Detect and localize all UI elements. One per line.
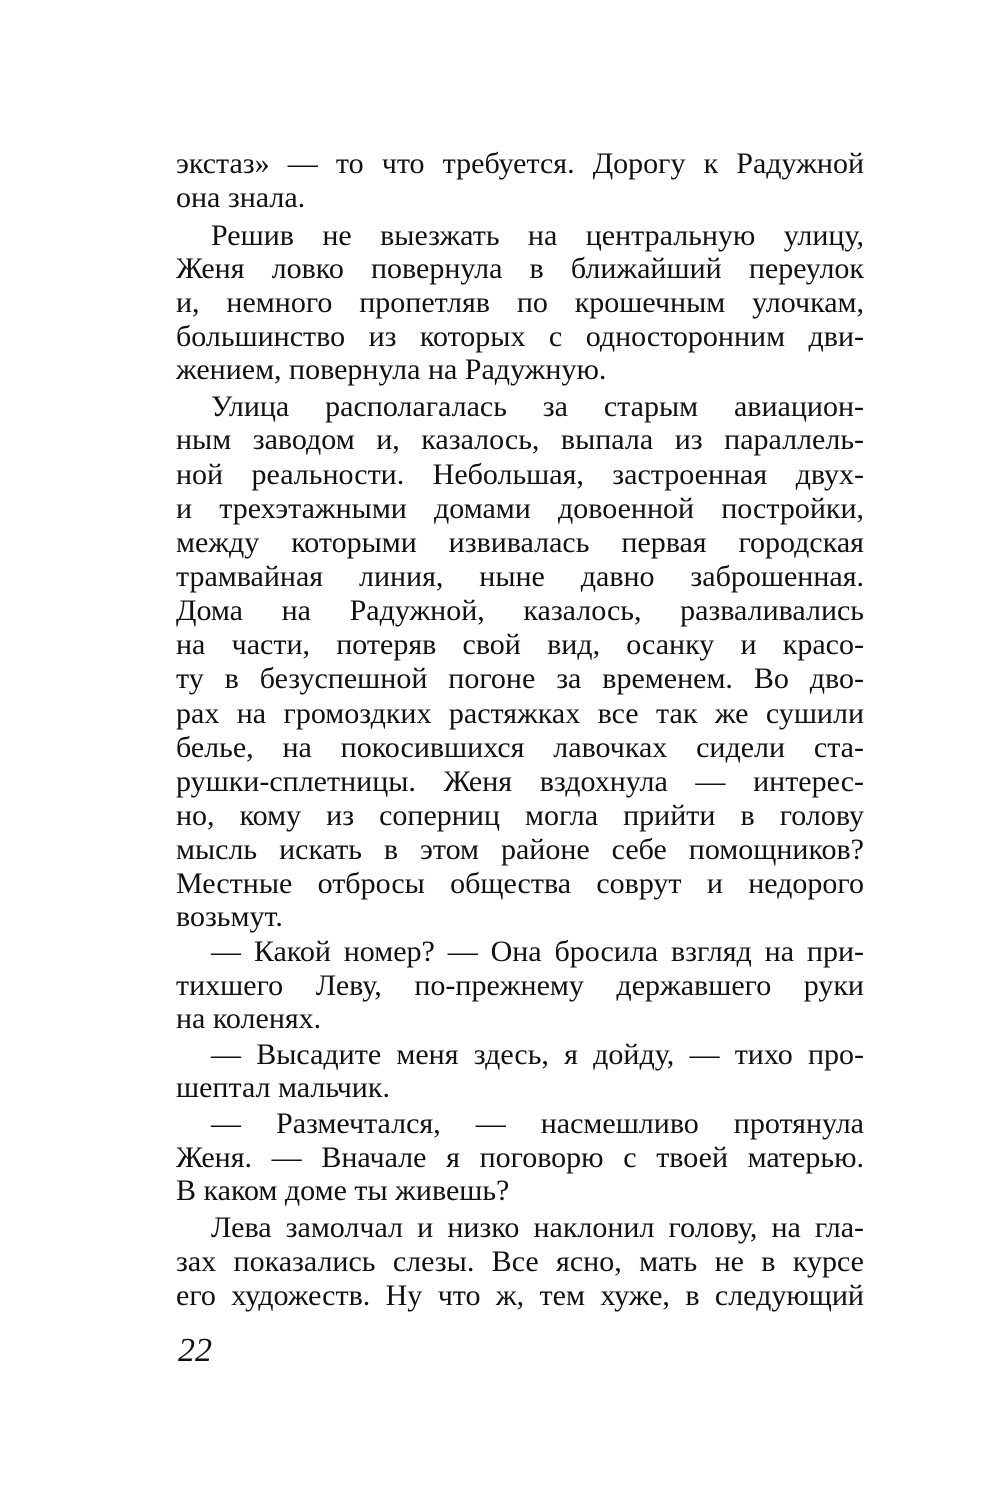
text-line: трамвайная линия, ныне давно заброшенная. xyxy=(176,560,864,593)
text-line: и трехэтажными домами довоенной постройки, xyxy=(176,492,864,525)
text-line: Местные отбросы общества соврут и недорого xyxy=(176,867,864,900)
text-line: она знала. xyxy=(176,181,306,214)
text-line: Дома на Радужной, казалось, разваливались xyxy=(176,594,864,627)
text-line: Женя ловко повернула в ближайший переулок xyxy=(176,252,864,285)
text-line: шептал мальчик. xyxy=(176,1071,390,1104)
text-line: его художеств. Ну что ж, тем хуже, в следующий xyxy=(176,1279,864,1312)
text-line: на коленях. xyxy=(176,1002,322,1035)
text-line: В каком доме ты живешь? xyxy=(176,1174,510,1207)
text-line: — Какой номер? — Она бросила взгляд на при- xyxy=(211,935,864,968)
text-line: рушки-сплетницы. Женя вздохнула — интерес- xyxy=(176,765,864,798)
text-line: и, немного пропетляв по крошечным улочкам, xyxy=(176,286,864,319)
text-line: ту в безуспешной погоне за временем. Во дво- xyxy=(176,662,864,695)
text-line: Женя. — Вначале я поговорю с твоей матерью. xyxy=(176,1141,864,1174)
text-line: рах на громоздких растяжках все так же сушили xyxy=(176,697,864,730)
text-line: ной реальности. Небольшая, застроенная двух- xyxy=(176,458,864,491)
text-line: возьмут. xyxy=(176,900,283,933)
text-line: Лева замолчал и низко наклонил голову, на гла- xyxy=(211,1211,864,1244)
text-line: экстаз» — то что требуется. Дорогу к Радужной xyxy=(176,147,864,180)
text-line: ным заводом и, казалось, выпала из параллель- xyxy=(176,423,864,456)
text-line: мысль искать в этом районе себе помощников? xyxy=(176,833,864,866)
page-number: 22 xyxy=(178,1332,212,1369)
text-line: большинство из которых с односторонним дви- xyxy=(176,320,864,353)
text-line: — Высадите меня здесь, я дойду, — тихо про- xyxy=(211,1038,864,1071)
text-line: зах показались слезы. Все ясно, мать не в курсе xyxy=(176,1245,864,1278)
text-line: — Размечтался, — насмешливо протянула xyxy=(211,1107,864,1140)
text-line: между которыми извивалась первая городская xyxy=(176,526,864,559)
text-line: жением, повернула на Радужную. xyxy=(176,353,607,386)
text-line: тихшего Леву, по-прежнему державшего руки xyxy=(176,969,864,1002)
text-line: на части, потеряв свой вид, осанку и красо- xyxy=(176,628,864,661)
text-line: но, кому из соперниц могла прийти в голову xyxy=(176,799,864,832)
text-line: Решив не выезжать на центральную улицу, xyxy=(211,219,864,252)
text-line: Улица располагалась за старым авиацион- xyxy=(211,390,864,423)
text-line: белье, на покосившихся лавочках сидели ста- xyxy=(176,731,864,764)
